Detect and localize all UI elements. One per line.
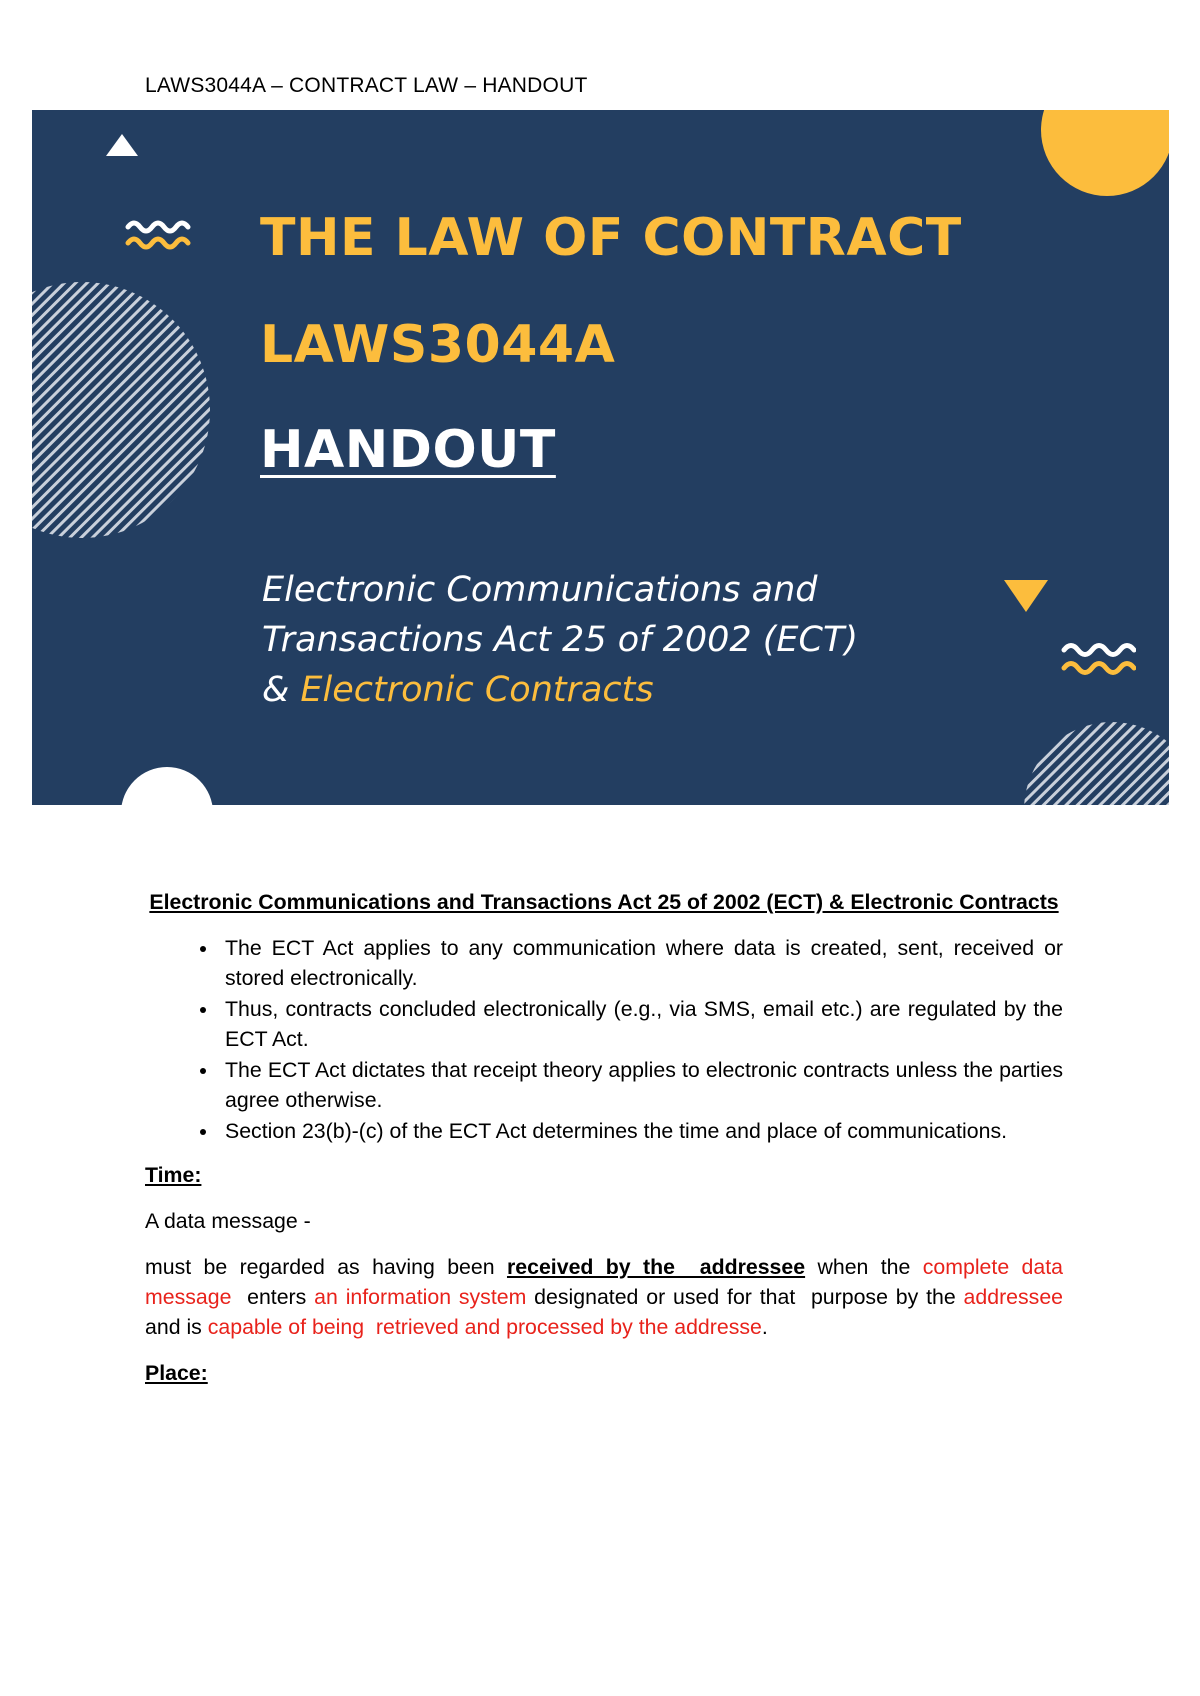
list-item: • The ECT Act dictates that receipt theory applies to electronic contracts unless the parties agree otherwise.: [219, 1055, 1063, 1115]
banner-subtitle-line: Transactions Act 25 of 2002 (ECT): [262, 620, 859, 660]
banner-handout-label: HANDOUT: [260, 420, 556, 480]
section-heading: Electronic Communications and Transactions Act 25 of 2002 (ECT) & Electronic Contracts: [149, 890, 1059, 914]
banner-subtitle: [262, 565, 858, 715]
striped-circle-decoration: [32, 280, 212, 540]
banner-course-code: LAWS3044A: [260, 315, 616, 375]
banner-subtitle-prefix: &: [262, 670, 301, 710]
banner-subtitle-line: [262, 665, 858, 715]
place-label: Place:: [145, 1361, 208, 1385]
banner-subtitle-line: Electronic Communications and: [262, 570, 818, 610]
time-label: Time:: [145, 1163, 202, 1187]
yellow-circle-decoration: [1039, 110, 1169, 200]
text-run: enters: [231, 1285, 315, 1309]
text-run: and is: [145, 1285, 1069, 1339]
list-item: • Section 23(b)-(c) of the ECT Act determines the time and place of communications.: [219, 1116, 1063, 1146]
highlight-text: capable of being retrieved and processed by the addresse: [207, 1315, 762, 1339]
time-paragraph: [145, 1252, 1075, 1342]
title-banner: [32, 110, 1169, 805]
text-run: when the: [805, 1255, 923, 1279]
triangle-up-icon: [104, 132, 140, 158]
time-intro: A data message -: [145, 1209, 311, 1233]
handout-body: [145, 888, 1075, 1404]
striped-circle-decoration: [1012, 710, 1169, 805]
text-run: designated or used for that purpose by the: [526, 1285, 964, 1309]
running-header: LAWS3044A – CONTRACT LAW – HANDOUT: [145, 74, 588, 97]
wave-icon: [124, 215, 192, 255]
highlight-text: addressee: [963, 1285, 1064, 1309]
highlight-text: an information system: [314, 1285, 527, 1309]
bullet-list: [145, 933, 1063, 1146]
white-circle-decoration: [117, 765, 217, 805]
wave-icon: [1060, 638, 1136, 682]
text-run: must be regarded as having been: [145, 1255, 507, 1279]
text-run: .: [761, 1315, 768, 1339]
triangle-down-icon: [1002, 578, 1050, 614]
highlight-text: complete data message: [145, 1255, 1075, 1309]
banner-subtitle-accent: Electronic Contracts: [300, 670, 654, 710]
emphasis-received-by-addressee: received by the addressee: [506, 1255, 806, 1279]
list-item: • Thus, contracts concluded electronically (e.g., via SMS, email etc.) are regulated by the ECT Act.: [219, 994, 1063, 1054]
list-item: • The ECT Act applies to any communication where data is created, sent, received or stored electronically.: [219, 933, 1063, 993]
banner-title: THE LAW OF CONTRACT: [260, 208, 962, 268]
